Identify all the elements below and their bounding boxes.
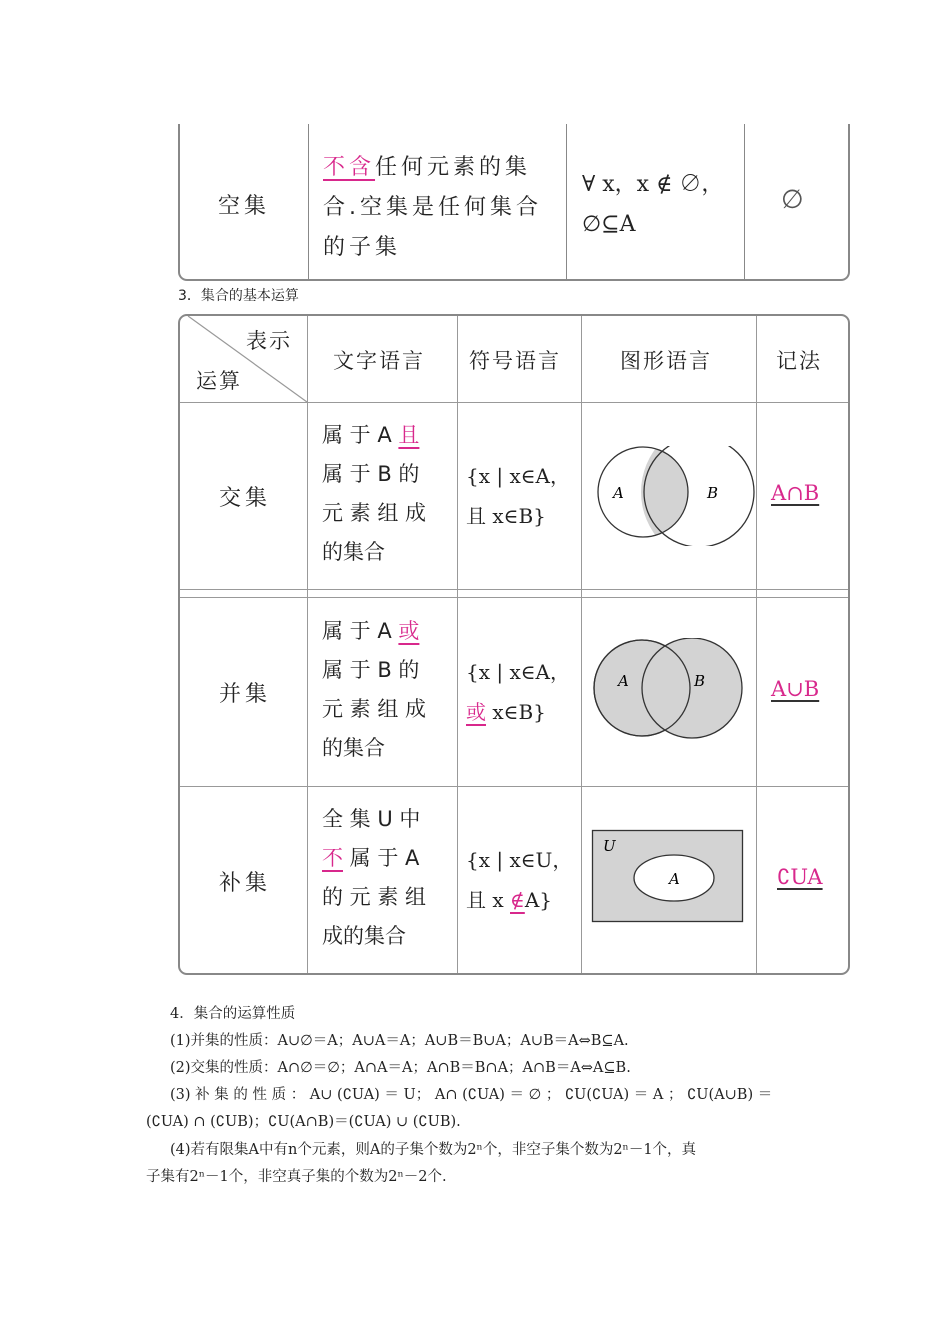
- row-complement-symbol: {x | x∈U， 且 x ∉A}: [466, 848, 573, 912]
- empty-set-name: 空集: [218, 194, 271, 219]
- header-notation: 记法: [776, 349, 822, 373]
- row-union-notation: A∪B: [771, 677, 820, 701]
- header-text-language: 文字语言: [333, 349, 425, 373]
- venn-complement-label-u: U: [603, 837, 616, 855]
- venn-intersection-label-b: B: [707, 484, 719, 502]
- empty-set-notation: ∅: [781, 185, 804, 215]
- row-union-text: 属 于 A 或 属 于 B 的 元 素 组 成 的集合: [322, 619, 427, 760]
- row-union-symbol: {x | x∈A， 或 x∈B}: [466, 660, 570, 724]
- union-properties: (1)并集的性质：A∪∅＝A；A∪A＝A；A∪B＝B∪A；A∪B＝A⇔B⊆A.: [170, 1033, 629, 1049]
- venn-union-label-a: A: [618, 672, 629, 690]
- empty-set-keyword: 不含: [323, 155, 376, 180]
- empty-set-symbol: ∀ x，x ∉ ∅， ∅⊆A: [582, 172, 724, 237]
- row-complement-notation: ∁UA: [777, 865, 823, 889]
- venn-intersection: [585, 446, 755, 546]
- section4-title: 4．集合的运算性质: [170, 1006, 296, 1022]
- row-intersection-name: 交集: [219, 486, 272, 511]
- venn-union-label-b: B: [694, 672, 706, 690]
- row-intersection-text: 属 于 A 且 属 于 B 的 元 素 组 成 的集合: [322, 423, 427, 564]
- complement-properties-line1: (3) 补 集 的 性 质 ： A∪ (∁UA) ＝ U； A∩ (∁UA) ＝ ∅ ； ∁U(∁UA) ＝ A ； ∁U(A∪B) ＝: [170, 1087, 773, 1103]
- row-complement-text: 全 集 U 中 不 属 于 A 的 元 素 组 成的集合: [322, 807, 427, 948]
- section3-title: 3．集合的基本运算: [178, 288, 299, 304]
- header-graphic-language: 图形语言: [620, 349, 712, 373]
- header-symbol-language: 符号语言: [469, 349, 561, 373]
- venn-union: [590, 638, 750, 742]
- subset-count-line1: (4)若有限集A中有n个元素，则A的子集个数为2ⁿ个，非空子集个数为2ⁿ－1个，真: [170, 1142, 697, 1158]
- intersection-properties: (2)交集的性质：A∩∅＝∅；A∩A＝A；A∩B＝B∩A；A∩B＝A⇔A⊆B.: [170, 1060, 631, 1076]
- complement-properties-line2: (∁UA) ∩ (∁UB)；∁U(A∩B)＝(∁UA) ∪ (∁UB).: [146, 1114, 461, 1130]
- venn-intersection-label-a: A: [613, 484, 624, 502]
- venn-complement: [591, 829, 747, 925]
- row-union-name: 并集: [219, 682, 272, 707]
- row-complement-name: 补集: [219, 871, 272, 896]
- subset-count-line2: 子集有2ⁿ－1个，非空真子集的个数为2ⁿ－2个.: [146, 1169, 447, 1185]
- row-intersection-notation: A∩B: [771, 481, 820, 505]
- empty-set-description: 不含任何元素的集 合.空集是任何集合 的子集: [323, 155, 542, 260]
- row-intersection-symbol: {x | x∈A， 且 x∈B}: [466, 464, 570, 528]
- header-corner-bottom: 运算: [196, 369, 242, 393]
- header-corner-top: 表示: [246, 329, 292, 353]
- venn-complement-label-a: A: [669, 870, 680, 888]
